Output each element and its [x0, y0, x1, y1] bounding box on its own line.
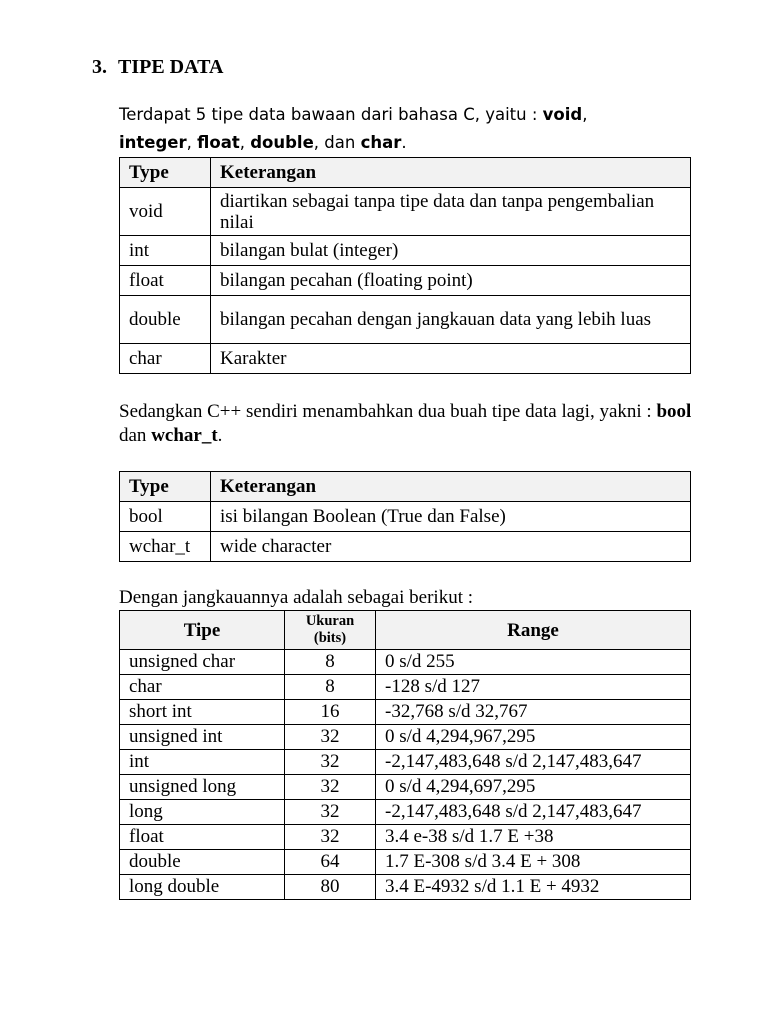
cell-ukuran: 32 — [285, 800, 376, 825]
cell-range: -2,147,483,648 s/d 2,147,483,647 — [376, 750, 691, 775]
section-heading — [92, 56, 223, 79]
cell-tipe: short int — [120, 700, 285, 725]
cell-ukuran: 32 — [285, 775, 376, 800]
cell-range: -128 s/d 127 — [376, 675, 691, 700]
cell-range: -2,147,483,648 s/d 2,147,483,647 — [376, 800, 691, 825]
cell-desc: Karakter — [211, 344, 691, 374]
cell-desc: wide character — [211, 532, 691, 562]
cell-tipe: char — [120, 675, 285, 700]
cell-tipe: unsigned char — [120, 650, 285, 675]
cell-range: 1.7 E-308 s/d 3.4 E + 308 — [376, 850, 691, 875]
cell-tipe: double — [120, 850, 285, 875]
type-integer: integer — [119, 133, 187, 152]
header-keterangan: Keterangan — [211, 472, 691, 502]
range-table — [119, 610, 691, 900]
cell-ukuran: 32 — [285, 725, 376, 750]
cpp-text-mid: dan — [119, 425, 152, 446]
table-row — [120, 344, 691, 374]
header-ukuran: Ukuran (bits) — [285, 611, 376, 650]
type-double: double — [250, 133, 314, 152]
table-row — [120, 502, 691, 532]
cell-ukuran: 8 — [285, 675, 376, 700]
cell-ukuran: 64 — [285, 850, 376, 875]
table-row — [120, 650, 691, 675]
cell-tipe: long — [120, 800, 285, 825]
section-title: TIPE DATA — [118, 56, 224, 78]
cell-tipe: unsigned int — [120, 725, 285, 750]
table-row — [120, 850, 691, 875]
cell-range: -32,768 s/d 32,767 — [376, 700, 691, 725]
table-row — [120, 825, 691, 850]
cell-range: 3.4 E-4932 s/d 1.1 E + 4932 — [376, 875, 691, 900]
cell-ukuran: 8 — [285, 650, 376, 675]
intro-paragraph — [119, 101, 699, 157]
cell-desc: diartikan sebagai tanpa tipe data dan tanpa pengembalian nilai — [211, 188, 691, 236]
separator: , — [239, 133, 251, 152]
c-types-table — [119, 157, 691, 374]
cell-type: double — [120, 296, 211, 344]
cpp-paragraph — [119, 400, 699, 448]
cpp-types-table — [119, 471, 691, 562]
table-row — [120, 236, 691, 266]
cell-ukuran: 32 — [285, 825, 376, 850]
table-row — [120, 775, 691, 800]
cell-range: 0 s/d 4,294,967,295 — [376, 725, 691, 750]
cell-type: void — [120, 188, 211, 236]
cell-tipe: float — [120, 825, 285, 850]
type-float: float — [197, 133, 240, 152]
cell-ukuran: 32 — [285, 750, 376, 775]
table-row — [120, 188, 691, 236]
intro-text: Terdapat 5 tipe data bawaan dari bahasa C, yaitu : — [119, 105, 543, 124]
cpp-text-end: . — [217, 425, 223, 446]
section-number: 3. — [92, 56, 107, 78]
cell-type: bool — [120, 502, 211, 532]
range-paragraph: Dengan jangkauannya adalah sebagai berikut : — [119, 587, 473, 608]
type-wchar: wchar_t — [151, 425, 218, 446]
cell-desc: bilangan pecahan (floating point) — [211, 266, 691, 296]
type-void: void — [542, 105, 583, 124]
type-bool: bool — [656, 401, 692, 422]
cell-type: char — [120, 344, 211, 374]
cell-range: 0 s/d 4,294,697,295 — [376, 775, 691, 800]
cpp-text: Sedangkan C++ sendiri menambahkan dua buah tipe data lagi, yakni : — [119, 401, 657, 422]
table-row — [120, 875, 691, 900]
cell-range: 0 s/d 255 — [376, 650, 691, 675]
cell-ukuran: 16 — [285, 700, 376, 725]
cell-desc: isi bilangan Boolean (True dan False) — [211, 502, 691, 532]
table-row — [120, 700, 691, 725]
cell-type: float — [120, 266, 211, 296]
cell-type: wchar_t — [120, 532, 211, 562]
table-row — [120, 675, 691, 700]
table-row — [120, 296, 691, 344]
type-char: char — [360, 133, 402, 152]
header-keterangan: Keterangan — [211, 158, 691, 188]
cell-tipe: long double — [120, 875, 285, 900]
separator: , — [186, 133, 198, 152]
separator: , — [582, 105, 588, 124]
table-row — [120, 725, 691, 750]
table-row — [120, 532, 691, 562]
cell-desc: bilangan bulat (integer) — [211, 236, 691, 266]
header-range: Range — [376, 611, 691, 650]
separator: , dan — [313, 133, 361, 152]
cell-ukuran: 80 — [285, 875, 376, 900]
table-row — [120, 750, 691, 775]
separator: . — [401, 133, 407, 152]
header-type: Type — [120, 158, 211, 188]
table-row — [120, 266, 691, 296]
cell-desc: bilangan pecahan dengan jangkauan data yang lebih luas — [211, 296, 691, 344]
cell-tipe: unsigned long — [120, 775, 285, 800]
cell-type: int — [120, 236, 211, 266]
cell-tipe: int — [120, 750, 285, 775]
table-row — [120, 800, 691, 825]
header-type: Type — [120, 472, 211, 502]
header-tipe: Tipe — [120, 611, 285, 650]
cell-range: 3.4 e-38 s/d 1.7 E +38 — [376, 825, 691, 850]
